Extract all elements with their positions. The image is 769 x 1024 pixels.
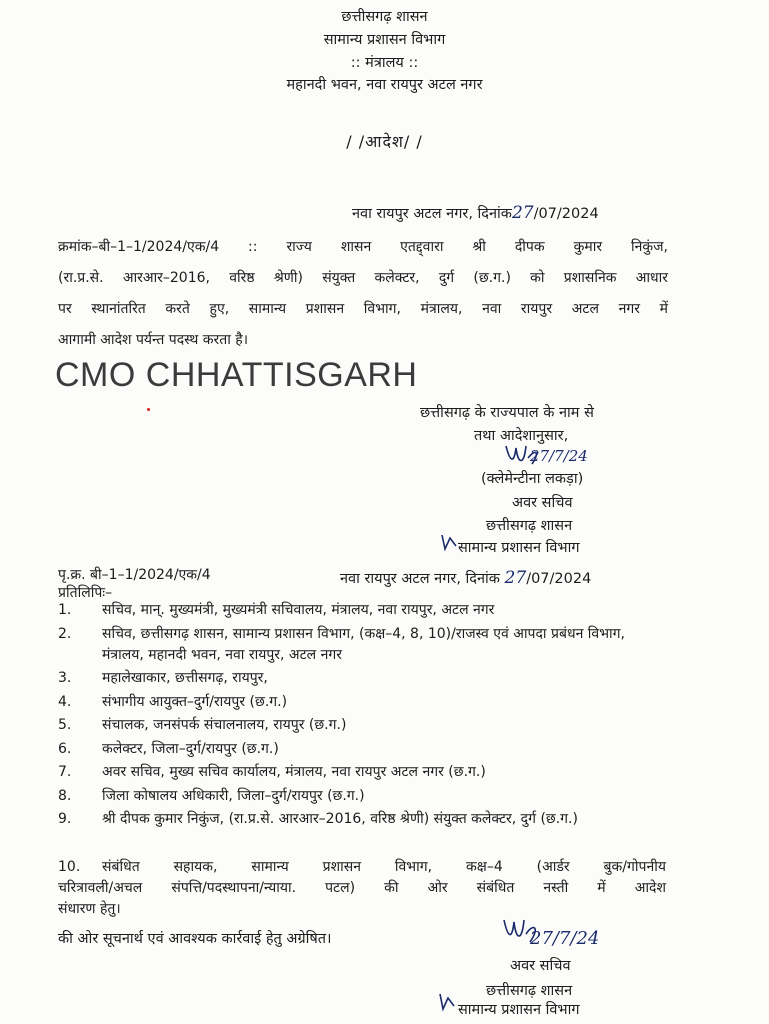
- copy-10-line: चरित्रावली/अचल संपत्ति/पदस्थापना/न्याया. पटल) की ओर संबंधित नस्ती में आदेश: [58, 880, 666, 896]
- order-body-line: पर स्थानांतरित करते हुए, सामान्य प्रशासन विभाग, मंत्रालय, नवा रायपुर अटल नगर में: [58, 301, 668, 317]
- list-item: [58, 668, 668, 689]
- order-title: / /आदेश/ /: [346, 132, 423, 151]
- list-item-number: 3.: [58, 670, 72, 686]
- initial-mark-icon: [436, 991, 458, 1013]
- list-item-text: महालेखाकार, छत्तीसगढ़, रायपुर,: [102, 670, 268, 686]
- copy-10-line: संधारण हेतु।: [58, 901, 121, 917]
- order-body-line: आगामी आदेश पर्यन्त पदस्थ करता है।: [58, 332, 249, 348]
- endorsement-date-rest: /07/2024: [526, 571, 592, 587]
- signatory-designation: अवर सचिव: [512, 495, 573, 511]
- initial-mark-icon: [438, 532, 460, 552]
- order-body-line: क्रमांक–बी–1–1/2024/एक/4 :: राज्य शासन एतद्द्वारा श्री दीपक कुमार निकुंज,: [58, 239, 668, 255]
- as-ordered-line: तथा आदेशानुसार,: [474, 428, 569, 444]
- order-date-prefix: नवा रायपुर अटल नगर, दिनांक: [352, 206, 512, 222]
- list-item-number: 8.: [58, 787, 72, 804]
- list-item-text: कलेक्टर, जिला–दुर्ग/रायपुर (छ.ग.): [102, 740, 279, 757]
- signature-1-date: 27/7/24: [530, 447, 588, 465]
- endorsement-date-day: 27: [504, 568, 527, 588]
- list-item-number: 9.: [58, 811, 72, 827]
- order-body-line: (रा.प्र.से. आरआर–2016, वरिष्ठ श्रेणी) संयुक्त कलेक्टर, दुर्ग (छ.ग.) को प्रशासनिक आधार: [58, 270, 668, 286]
- list-item-number: 6.: [58, 740, 72, 757]
- order-date-rest: /07/2024: [533, 206, 599, 222]
- copy-list: [58, 600, 668, 833]
- signatory-2-designation: अवर सचिव: [510, 958, 571, 974]
- list-item-number: 4.: [58, 693, 72, 710]
- list-item-text: सचिव, छत्तीसगढ़ शासन, सामान्य प्रशासन विभाग, (कक्ष–4, 8, 10)/राजस्व एवं आपदा प्रबंधन विभाग, मंत्रालय, महानदी भवन, नवा रायपुर, अटल नगर: [102, 625, 626, 663]
- signature-2-date: 27/7/24: [530, 928, 600, 949]
- endorsement-date-prefix: नवा रायपुर अटल नगर, दिनांक: [340, 571, 500, 587]
- list-item-number: 7.: [58, 764, 72, 780]
- endorsement-date: [340, 568, 591, 588]
- signatory-2-department: सामान्य प्रशासन विभाग: [458, 1002, 580, 1018]
- order-body: [58, 232, 668, 356]
- header-department: सामान्य प्रशासन विभाग: [323, 32, 446, 48]
- list-item-text: श्री दीपक कुमार निकुंज, (रा.प्र.से. आरआर–2016, वरिष्ठ श्रेणी) संयुक्त कलेक्टर, दुर्ग (छ.ग.): [102, 811, 578, 827]
- signatory-2-government: छत्तीसगढ़ शासन: [486, 983, 573, 999]
- closing-line: की ओर सूचनार्थ एवं आवश्यक कार्रवाई हेतु अग्रेषित।: [58, 931, 332, 947]
- list-item: [58, 809, 668, 830]
- list-item-text: सचिव, मान्. मुख्यमंत्री, मुख्यमंत्री सचिवालय, मंत्रालय, नवा रायपुर, अटल नगर: [102, 602, 495, 618]
- list-item: [58, 762, 668, 783]
- governor-authority-line: छत्तीसगढ़ के राज्यपाल के नाम से: [420, 405, 594, 421]
- ink-dot: [147, 408, 150, 411]
- list-item-text: संचालक, जनसंपर्क संचालनालय, रायपुर (छ.ग.): [102, 717, 347, 733]
- list-item: [58, 692, 668, 713]
- copy-item-10: [58, 857, 666, 920]
- signatory-name: (क्लेमेन्टीना लकड़ा): [481, 471, 584, 487]
- list-item: [58, 600, 668, 621]
- order-date-day: 27: [511, 203, 534, 223]
- list-item: [58, 624, 668, 666]
- list-item: [58, 786, 668, 807]
- order-date: [352, 203, 599, 223]
- list-item-text: संभागीय आयुक्त–दुर्ग/रायपुर (छ.ग.): [102, 693, 288, 710]
- list-item-number: 5.: [58, 717, 72, 733]
- watermark: CMO CHHATTISGARH: [55, 356, 418, 394]
- list-item-text: जिला कोषालय अधिकारी, जिला–दुर्ग/रायपुर (छ.ग.): [102, 787, 365, 804]
- list-item-number: 10.: [58, 859, 81, 875]
- copy-10-line1-text: संबंधित सहायक, सामान्य प्रशासन विभाग, कक्ष–4 (आर्डर बुक/गोपनीय: [102, 859, 666, 875]
- endorsement-number: पृ.क्र. बी–1–1/2024/एक/4: [58, 567, 211, 583]
- header-address: महानदी भवन, नवा रायपुर अटल नगर: [286, 77, 483, 93]
- list-item-text: अवर सचिव, मुख्य सचिव कार्यालय, मंत्रालय, नवा रायपुर अटल नगर (छ.ग.): [102, 764, 486, 780]
- header-ministry: :: मंत्रालय ::: [350, 55, 419, 71]
- list-item: [58, 739, 668, 760]
- list-item: [58, 715, 668, 736]
- list-item-number: 2.: [58, 625, 72, 642]
- signatory-government: छत्तीसगढ़ शासन: [486, 518, 573, 534]
- header-government: छत्तीसगढ़ शासन: [341, 9, 428, 25]
- signatory-department: सामान्य प्रशासन विभाग: [458, 540, 580, 556]
- copy-label: प्रतिलिपिः–: [58, 585, 113, 601]
- list-item-number: 1.: [58, 602, 72, 618]
- copy-10-line: [58, 857, 666, 878]
